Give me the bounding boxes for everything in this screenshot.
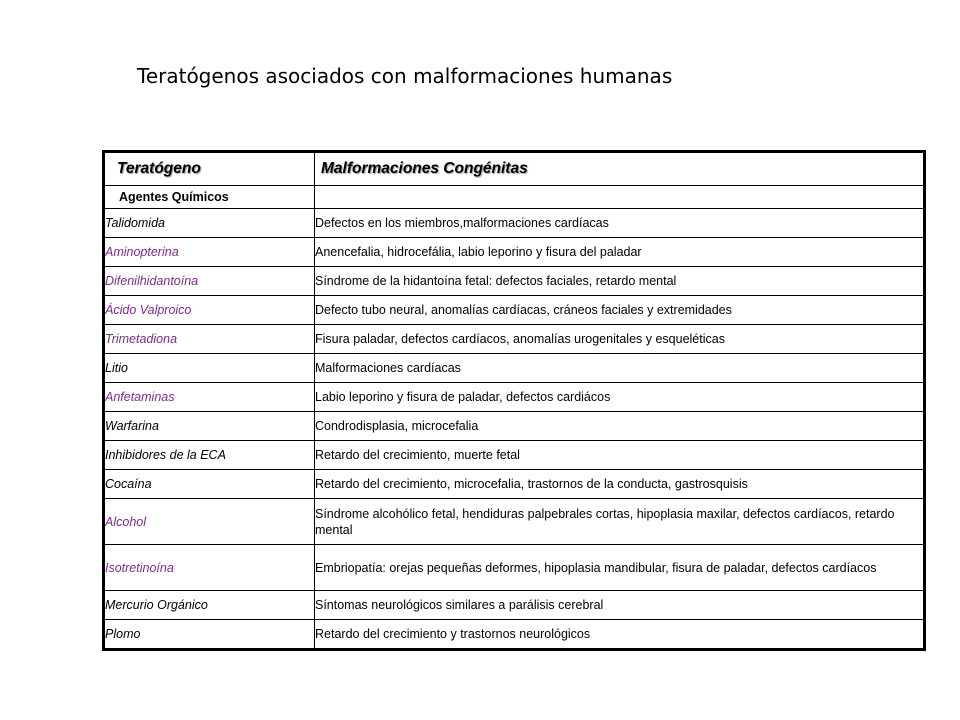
slide-title: Teratógenos asociados con malformaciones humanas xyxy=(137,64,673,88)
table-row xyxy=(105,499,924,545)
table-row xyxy=(105,296,924,325)
malformation-cell: Retardo del crecimiento, microcefalia, trastornos de la conducta, gastrosquisis xyxy=(315,470,924,499)
teratogen-cell: Trimetadiona xyxy=(105,325,315,354)
table-row xyxy=(105,267,924,296)
malformation-cell: Retardo del crecimiento y trastornos neurológicos xyxy=(315,620,924,649)
table-row xyxy=(105,470,924,499)
malformation-cell: Defecto tubo neural, anomalías cardíacas, cráneos faciales y extremidades xyxy=(315,296,924,325)
teratogen-cell: Cocaína xyxy=(105,470,315,499)
malformation-cell: Fisura paladar, defectos cardíacos, anomalías urogenitales y esqueléticas xyxy=(315,325,924,354)
malformation-cell: Malformaciones cardíacas xyxy=(315,354,924,383)
section-label: Agentes Químicos xyxy=(105,186,315,209)
teratogen-cell: Alcohol xyxy=(105,499,315,545)
column-header-teratogen: Teratógeno xyxy=(105,153,315,186)
table-row xyxy=(105,412,924,441)
table-row xyxy=(105,545,924,591)
teratogen-cell: Talidomida xyxy=(105,209,315,238)
teratogen-cell: Plomo xyxy=(105,620,315,649)
malformation-cell: Síntomas neurológicos similares a parálisis cerebral xyxy=(315,591,924,620)
teratogen-cell: Ácido Valproico xyxy=(105,296,315,325)
malformation-cell: Anencefalia, hidrocefália, labio leporino y fisura del paladar xyxy=(315,238,924,267)
malformation-cell: Síndrome alcohólico fetal, hendiduras palpebrales cortas, hipoplasia maxilar, defectos cardíacos, retardo mental xyxy=(315,499,924,545)
malformation-cell: Embriopatía: orejas pequeñas deformes, hipoplasia mandibular, fisura de paladar, defectos cardíacos xyxy=(315,545,924,591)
teratogen-cell: Anfetaminas xyxy=(105,383,315,412)
table-row xyxy=(105,441,924,470)
teratogen-cell: Mercurio Orgánico xyxy=(105,591,315,620)
section-row-chemical-agents xyxy=(105,186,924,209)
table-row xyxy=(105,620,924,649)
malformation-cell: Retardo del crecimiento, muerte fetal xyxy=(315,441,924,470)
table-row xyxy=(105,354,924,383)
column-header-malformations: Malformaciones Congénitas xyxy=(315,153,924,186)
teratogen-cell: Difenilhidantoína xyxy=(105,267,315,296)
teratogen-cell: Litio xyxy=(105,354,315,383)
table-row xyxy=(105,209,924,238)
teratogen-cell: Inhibidores de la ECA xyxy=(105,441,315,470)
table-row xyxy=(105,591,924,620)
table-body xyxy=(105,186,924,649)
teratogen-cell: Aminopterina xyxy=(105,238,315,267)
table-row xyxy=(105,238,924,267)
teratogen-cell: Isotretinoína xyxy=(105,545,315,591)
malformation-cell: Síndrome de la hidantoína fetal: defectos faciales, retardo mental xyxy=(315,267,924,296)
teratogen-cell: Warfarina xyxy=(105,412,315,441)
table-row xyxy=(105,383,924,412)
teratogen-table xyxy=(104,152,924,649)
table-row xyxy=(105,325,924,354)
teratogen-table-container xyxy=(102,150,926,651)
malformation-cell: Labio leporino y fisura de paladar, defectos cardiácos xyxy=(315,383,924,412)
malformation-cell: Condrodisplasia, microcefalia xyxy=(315,412,924,441)
section-empty-cell xyxy=(315,186,924,209)
table-header-row xyxy=(105,153,924,186)
malformation-cell: Defectos en los miembros,malformaciones cardíacas xyxy=(315,209,924,238)
